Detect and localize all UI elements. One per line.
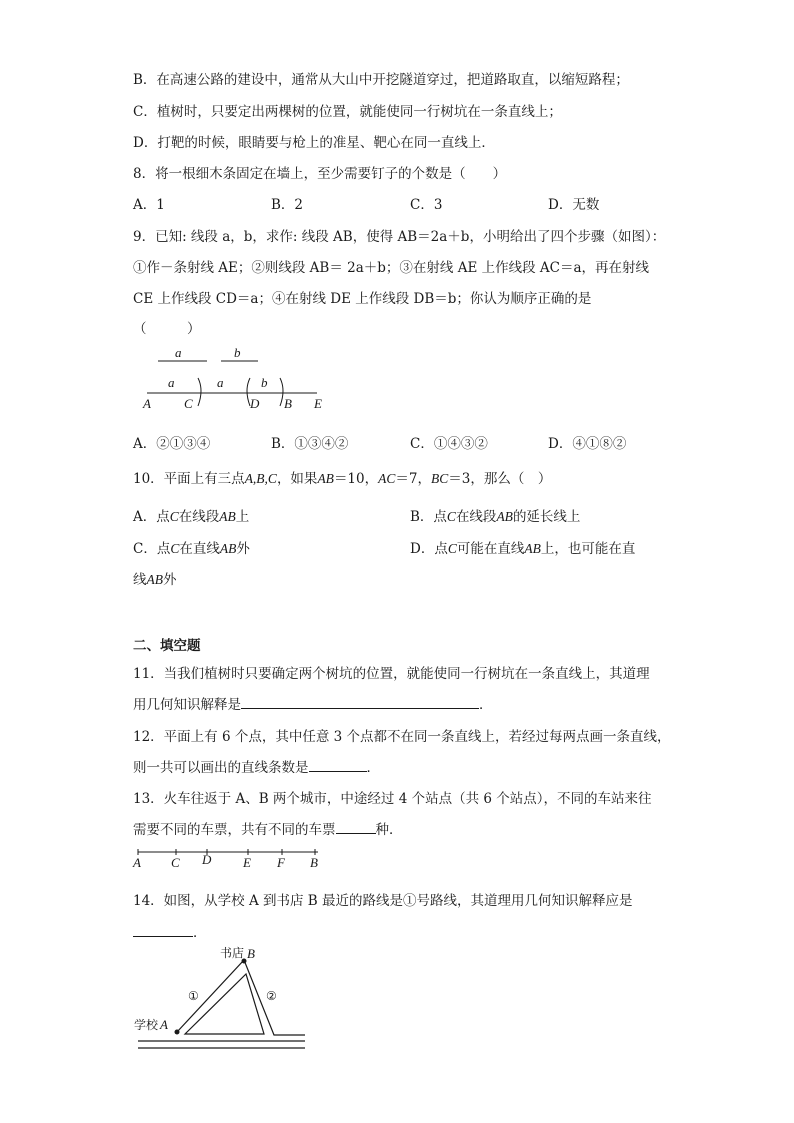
q14-fig-point-a: A (160, 1017, 168, 1032)
q13-answer-blank[interactable] (336, 821, 376, 834)
q9-fig-label-b: b (261, 375, 268, 390)
q10-option-a: A．点C在线段AB上 (133, 509, 250, 525)
q9-figure (135, 340, 335, 415)
q7-option-b: B．在高速公路的建设中，通常从大山中开挖隧道穿过，把道路取直，以缩短路程； (133, 72, 629, 88)
q9-option-b: B．①③④② (271, 436, 349, 452)
q14-line2: ． (133, 921, 207, 941)
q9-fig-point-d: D (250, 396, 260, 411)
q10-stem: 10．平面上有三点A,B,C，如果AB＝10，AC＝7，BC＝3，那么（ ） (133, 471, 552, 487)
q11-line2: 用几何知识解释是 ． (133, 697, 493, 713)
q8-option-c: C．3 (410, 197, 443, 213)
q10-option-d: D．点C可能在直线AB上，也可能在直 (410, 541, 636, 557)
section-heading-fill-in: 二、填空题 (133, 638, 201, 654)
q9-option-d: D．④①⑧② (548, 436, 627, 452)
q8-stem: 8．将一根细木条固定在墙上，至少需要钉子的个数是（ ） (133, 166, 507, 182)
q9-fig-point-c: C (184, 396, 193, 411)
q13-fig-point-d: D (202, 852, 212, 867)
q9-paren: （ ） (133, 321, 201, 337)
q13-figure (130, 842, 330, 872)
q14-figure (130, 940, 320, 1055)
q13-fig-point-f: F (277, 855, 285, 870)
q14-fig-school-label: 学校 (134, 1018, 159, 1032)
q12-line2: 则一共可以画出的直线条数是 ． (133, 760, 380, 776)
q8-option-a: A．1 (133, 197, 165, 213)
q13-fig-point-a: A (133, 855, 141, 870)
q9-line2: ①作－条射线 AE；②则线段 AB＝ 2a＋b；③在射线 AE 上作线段 AC＝a，再在射线 (133, 260, 650, 276)
q12-line1: 12．平面上有 6 个点，其中任意 3 个点都不在同一条直线上，若经过每两点画一条直线， (133, 729, 671, 745)
q10-option-c: C．点C在直线AB外 (133, 541, 250, 557)
q11-answer-blank[interactable] (241, 696, 479, 709)
q13-line1: 13．火车往返于 A、B 两个城市，中途经过 4 个站点（共 6 个站点），不同的车站来往 (133, 791, 652, 807)
q14-fig-point-b: B (247, 946, 255, 961)
q9-fig-label-a1: a (168, 375, 175, 390)
q12-answer-blank[interactable] (309, 759, 367, 772)
q14-answer-blank[interactable] (133, 924, 193, 937)
q14-line1: 14．如图，从学校 A 到书店 B 最近的路线是①号路线，其道理用几何知识解释应是 (133, 893, 633, 909)
q13-fig-point-b: B (310, 855, 318, 870)
q8-option-d: D．无数 (548, 197, 600, 213)
q13-fig-point-c: C (171, 855, 180, 870)
q9-fig-point-a: A (143, 396, 151, 411)
q11-line1: 11．当我们植树时只要确定两个树坑的位置，就能使同一行树坑在一条直线上，其道理 (133, 666, 650, 682)
q7-option-d: D．打靶的时候，眼睛要与枪上的准星、靶心在同一直线上． (133, 135, 495, 151)
q10-option-b: B．点C在线段AB的延长线上 (410, 509, 581, 525)
q9-fig-seg-a: a (175, 345, 182, 360)
q9-line3: CE 上作线段 CD＝a；④在射线 DE 上作线段 DB＝b；你认为顺序正确的是 (133, 291, 592, 307)
q10-points: A,B,C (244, 471, 277, 486)
q9-option-c: C．①④③② (410, 436, 488, 452)
q9-fig-point-b: B (284, 396, 292, 411)
q13-fig-point-e: E (243, 855, 251, 870)
q8-option-b: B．2 (271, 197, 304, 213)
q14-fig-route-2: ② (266, 989, 277, 1003)
q14-fig-route-1: ① (188, 989, 199, 1003)
q9-fig-point-e: E (314, 396, 322, 411)
q9-fig-seg-b: b (234, 345, 241, 360)
q7-option-c: C．植树时，只要定出两棵树的位置，就能使同一行树坑在一条直线上； (133, 104, 562, 120)
q9-fig-label-a2: a (217, 375, 224, 390)
q9-option-a: A．②①③④ (133, 436, 211, 452)
q13-line2: 需要不同的车票，共有不同的车票 种． (133, 822, 403, 838)
q14-fig-bookstore-label: 书店 (220, 946, 245, 960)
q10-option-d-continued: 线AB外 (133, 572, 177, 588)
q9-line1: 9．已知: 线段 a，b，求作: 线段 AB，使得 AB＝2a＋b，小明给出了四个步骤（如图）： (133, 229, 666, 245)
